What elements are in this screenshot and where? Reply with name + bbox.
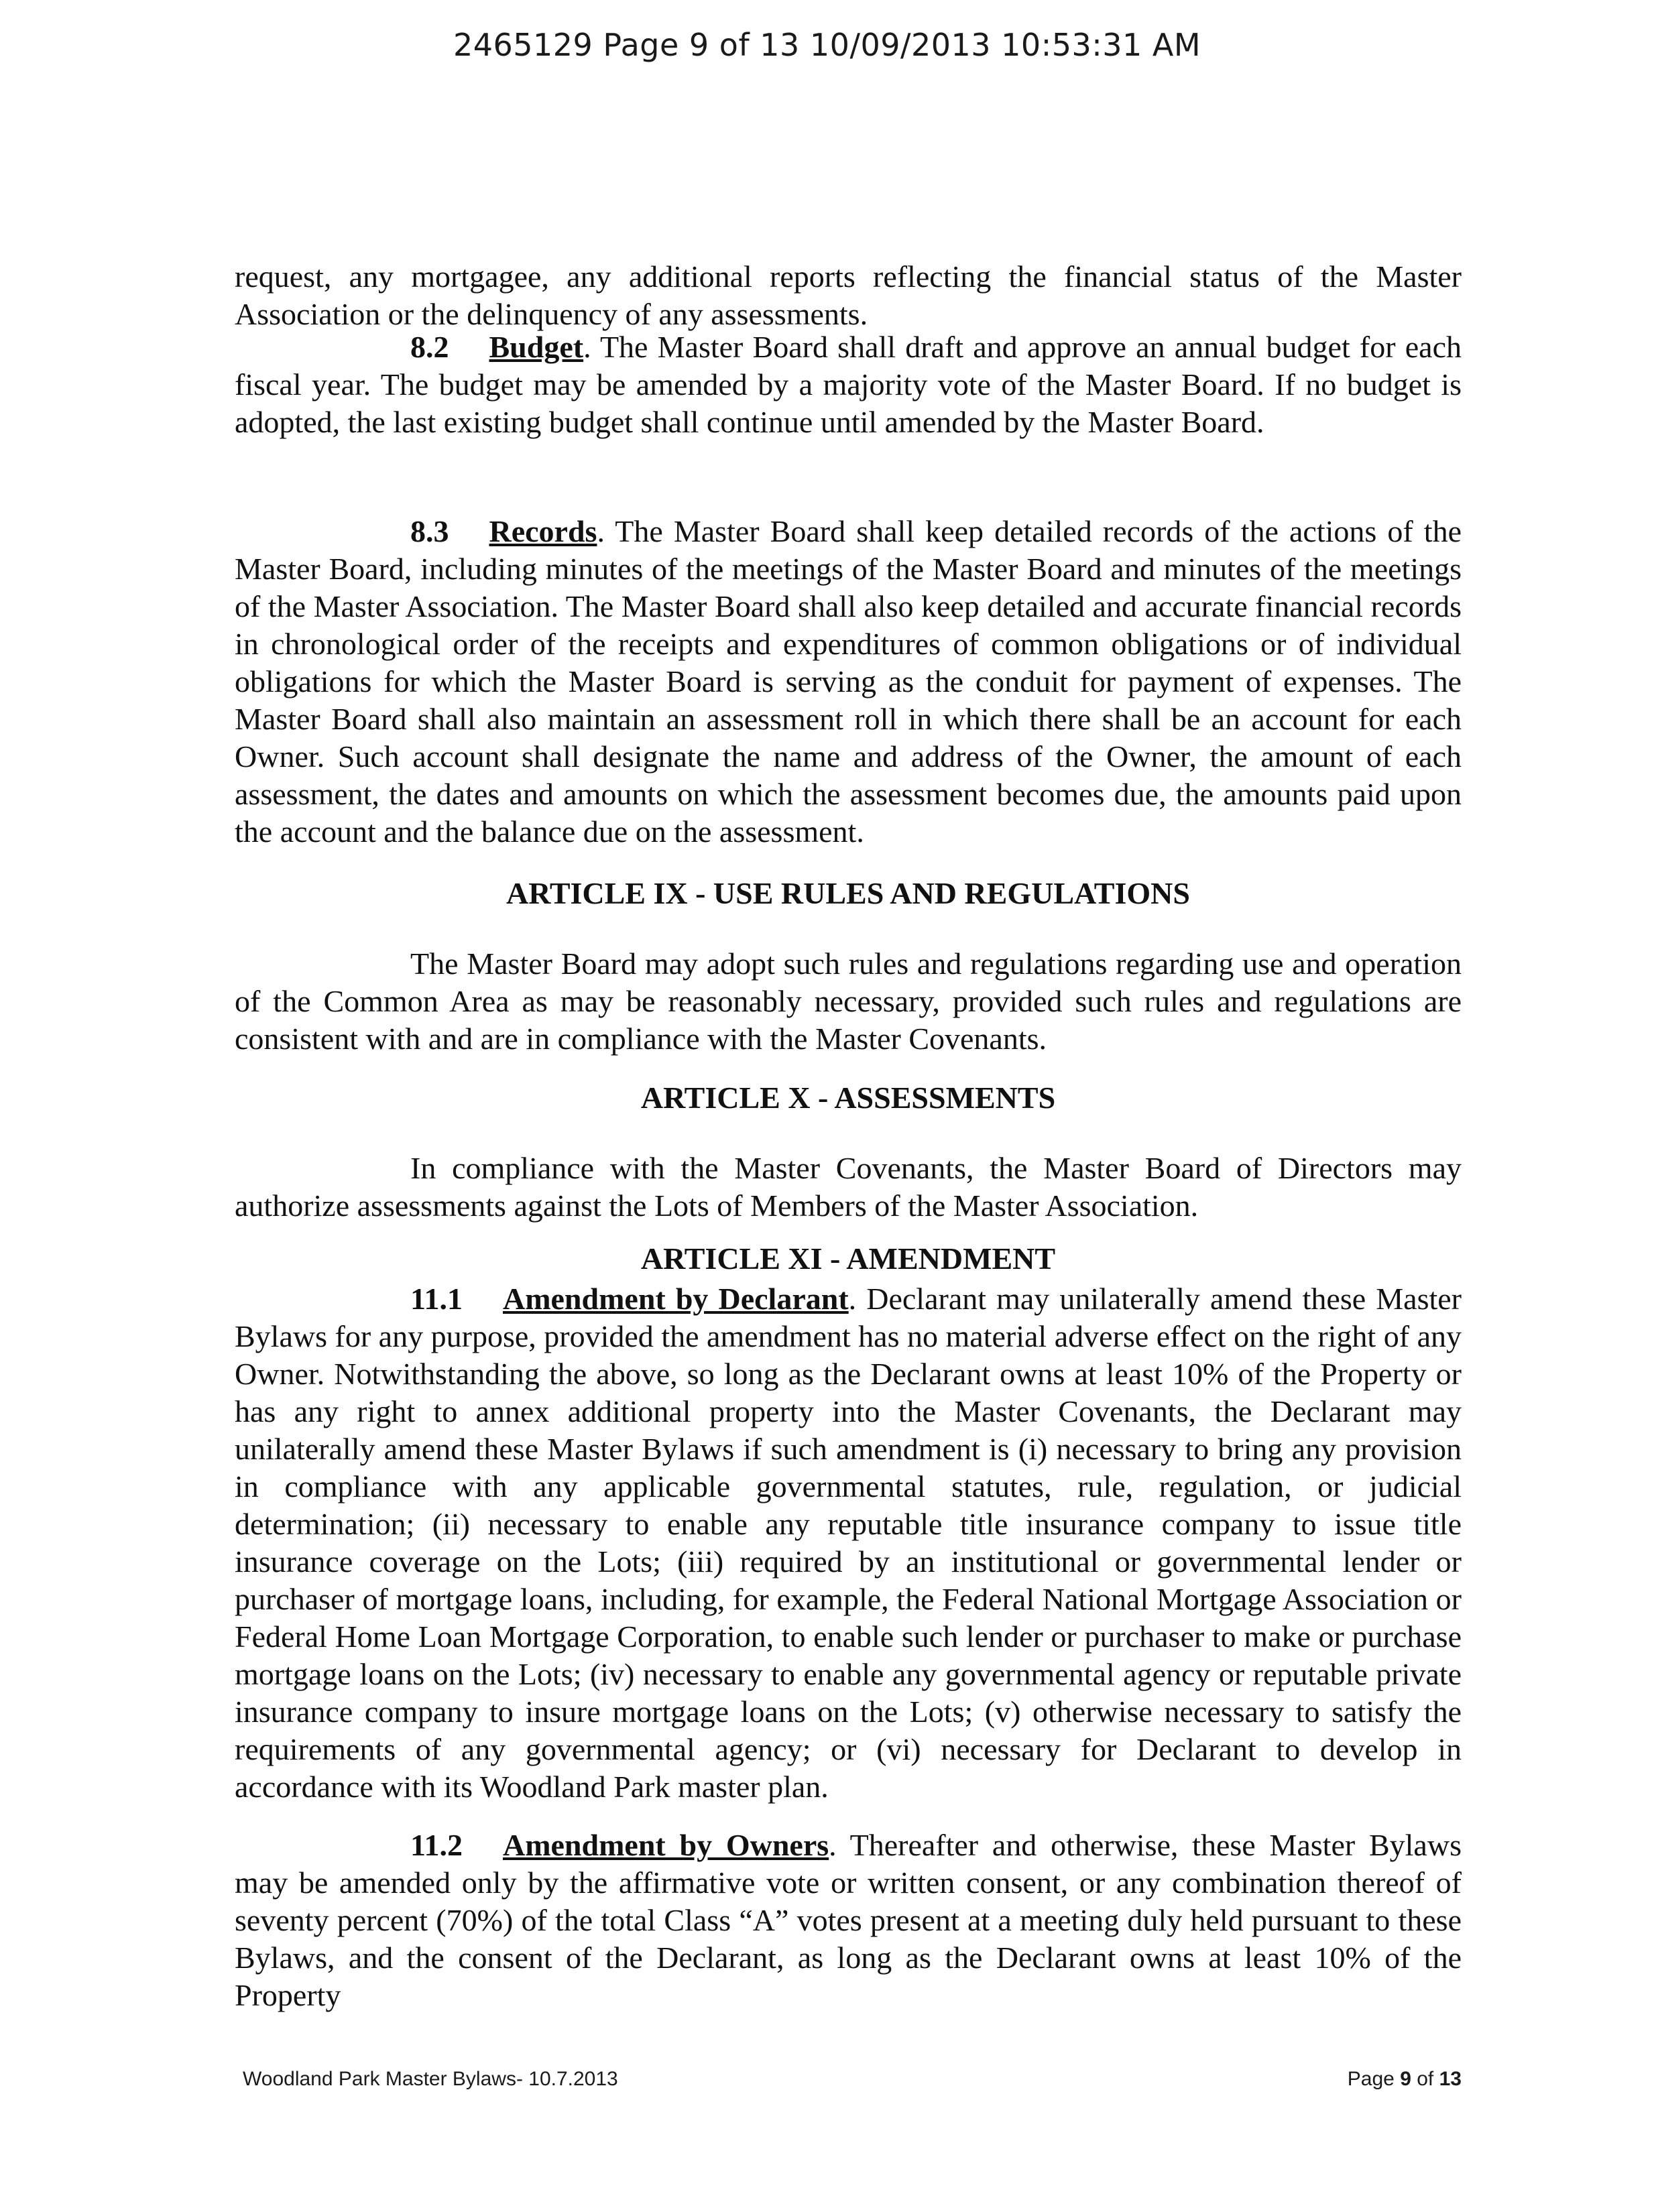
section-text: . The Master Board shall keep detailed records of the actions of the Master Board, including minutes of the meetings of the Master Board and minutes of the meetings of the Master Association. The Master Board shall also keep detailed and accurate financial records in chronological order of the receipts and expenditures of common obligations or of individual obligations for which the Master Board is serving as the conduit for payment of expenses. The Master Board shall also maintain an assessment roll in which there shall be an account for each Owner. Such account shall designate the name and address of the Owner, the amount of each assessment, the dates and amounts on which the assessment becomes due, the amounts paid upon the account and the balance due on the assessment.: [235, 514, 1462, 849]
article-9-heading: ARTICLE IX - USE RULES AND REGULATIONS: [506, 876, 1190, 910]
section-text: . Declarant may unilaterally amend these Master Bylaws for any purpose, provided the amendment has no material adverse effect on the right of any Owner. Notwithstanding the above, so long as the Declarant owns at least 10% of the Property or has any right to annex additional property into the Master Covenants, the Declarant may unilaterally amend these Master Bylaws if such amendment is (i) necessary to bring any provision in compliance with any applicable governmental statutes, rule, regulation, or judicial determination; (ii) necessary to enable any reputable title insurance company to issue title insurance coverage on the Lots; (iii) required by an institutional or governmental lender or purchaser of mortgage loans, including, for example, the Federal National Mortgage Association or Federal Home Loan Mortgage Corporation, to enable such lender or purchaser to make or purchase mortgage loans on the Lots; (iv) necessary to enable any governmental agency or reputable private insurance company to insure mortgage loans on the Lots; (v) otherwise necessary to satisfy the requirements of any governmental agency; or (vi) necessary for Declarant to develop in accordance with its Woodland Park master plan.: [235, 1282, 1462, 1804]
section-text: . Thereafter and otherwise, these Master Bylaws may be amended only by the affirmative vote or written consent, or any combination thereof of seventy percent (70%) of the total Class “A” votes present at a meeting duly held pursuant to these Bylaws, and the consent of the Declarant, as long as the Declarant owns at least 10% of the Property: [235, 1828, 1462, 2012]
article-9-text: The Master Board may adopt such rules and regulations regarding use and operation of the Common Area as may be reasonably necessary, provided such rules and regulations are consistent with and are in compliance with the Master Covenants.: [235, 946, 1462, 1056]
footer-page-number: [1294, 2068, 1462, 2091]
intro-text: request, any mortgagee, any additional reports reflecting the financial status of the Master Association or the delinquency of any assessments.: [235, 259, 1462, 331]
article-11-heading: ARTICLE XI - AMENDMENT: [640, 1241, 1056, 1276]
section-title: Records: [489, 514, 597, 548]
fax-header: 2465129 Page 9 of 13 10/09/2013 10:53:31 AM: [453, 27, 1201, 63]
section-11-2: [235, 1827, 1462, 2014]
section-8-3: [235, 513, 1462, 851]
intro-paragraph: [235, 258, 1462, 333]
article-10-heading: ARTICLE X - ASSESSMENTS: [640, 1081, 1056, 1115]
footer-of-word: of: [1417, 2068, 1434, 2090]
article-9-paragraph: [235, 945, 1462, 1058]
footer-page-current: 9: [1400, 2068, 1411, 2090]
section-number: 8.3: [410, 514, 449, 548]
section-title: Amendment by Owners: [502, 1828, 829, 1862]
section-number: 11.1: [410, 1282, 463, 1316]
section-number: 11.2: [410, 1828, 463, 1862]
section-8-2: [235, 328, 1462, 441]
footer-page-word: Page: [1347, 2068, 1395, 2090]
article-10-paragraph: [235, 1150, 1462, 1225]
footer-page-total: 13: [1439, 2068, 1462, 2090]
section-11-1: [235, 1280, 1462, 1806]
footer-document-title: Woodland Park Master Bylaws- 10.7.2013: [243, 2068, 618, 2090]
section-title: Amendment by Declarant: [502, 1282, 849, 1316]
section-title: Budget: [489, 330, 584, 364]
section-text: . The Master Board shall draft and approve an annual budget for each fiscal year. The budget may be amended by a majority vote of the Master Board. If no budget is adopted, the last existing budget shall continue until amended by the Master Board.: [235, 330, 1462, 439]
article-10-text: In compliance with the Master Covenants, the Master Board of Directors may authorize assessments against the Lots of Members of the Master Association.: [235, 1151, 1462, 1223]
section-number: 8.2: [410, 330, 449, 364]
